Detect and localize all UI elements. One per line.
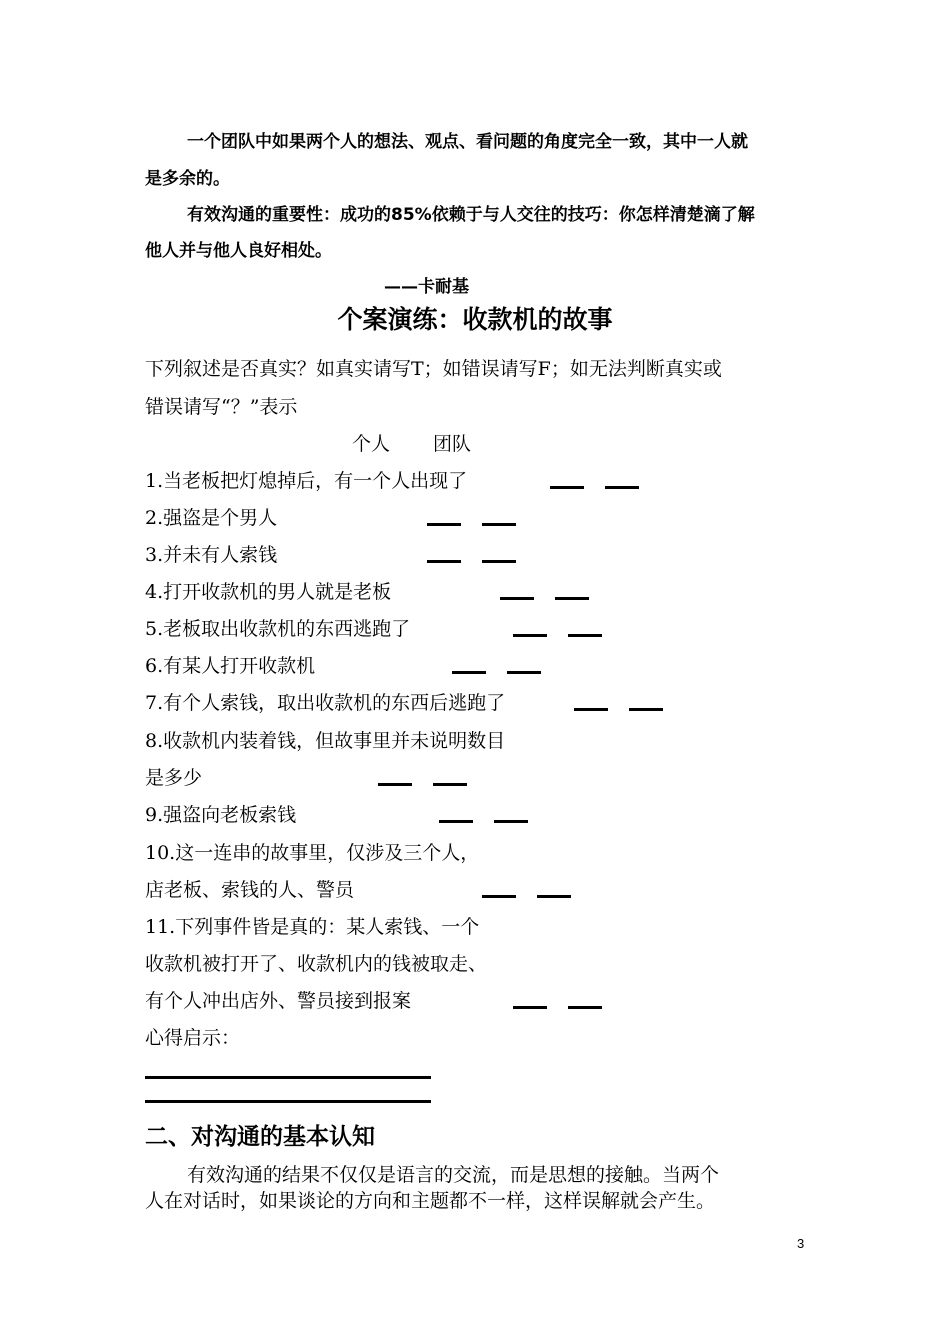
statement-7: 7.有个人索钱，取出收款机的东西后逃跑了 [145, 692, 506, 714]
statement-2: 2.强盗是个男人 [145, 507, 278, 529]
statement-11-continued-1: 收款机被打开了、收款机内的钱被取走、 [145, 953, 488, 975]
statement-11: 11.下列事件皆是真的：某人索钱、一个 [145, 916, 480, 938]
answer-blank-team-11[interactable] [568, 1006, 602, 1009]
section-paragraph-line-2: 人在对话时，如果谈论的方向和主题都不一样，这样误解就会产生。 [145, 1190, 716, 1212]
answer-blank-team-1[interactable] [605, 486, 639, 489]
quote-line-1: 一个团队中如果两个人的想法、观点、看问题的角度完全一致，其中一人就 [187, 132, 748, 152]
answer-blank-team-9[interactable] [494, 820, 528, 823]
answer-blank-individual-1[interactable] [550, 486, 584, 489]
statement-5: 5.老板取出收款机的东西逃跑了 [145, 618, 411, 640]
answer-blank-team-3[interactable] [482, 560, 516, 563]
reflection-answer-line-2[interactable] [145, 1100, 431, 1103]
answer-blank-individual-8[interactable] [378, 783, 412, 786]
case-title: 个案演练：收款机的故事 [337, 305, 613, 334]
answer-blank-team-8[interactable] [433, 783, 467, 786]
answer-blank-individual-2[interactable] [427, 523, 461, 526]
statement-3: 3.并未有人索钱 [145, 544, 278, 566]
answer-blank-individual-7[interactable] [574, 708, 608, 711]
answer-blank-team-10[interactable] [537, 895, 571, 898]
answer-blank-team-6[interactable] [507, 671, 541, 674]
answer-blank-individual-4[interactable] [500, 597, 534, 600]
answer-blank-individual-10[interactable] [482, 895, 516, 898]
quote-line-2: 是多余的。 [145, 169, 230, 189]
statement-10-continued: 店老板、索钱的人、警员 [145, 879, 355, 901]
answer-blank-team-2[interactable] [482, 523, 516, 526]
quote-line-4: 他人并与他人良好相处。 [145, 241, 332, 261]
statement-9: 9.强盗向老板索钱 [145, 804, 297, 826]
answer-blank-team-7[interactable] [629, 708, 663, 711]
instructions-line-2: 错误请写“？”表示 [145, 396, 298, 418]
column-header-individual: 个人 [352, 433, 391, 455]
quote-line-3: 有效沟通的重要性：成功的85%依赖于与人交往的技巧：你怎样清楚滴了解 [187, 205, 755, 225]
statement-11-continued-2: 有个人冲出店外、警员接到报案 [145, 990, 412, 1012]
statement-8-continued: 是多少 [145, 767, 203, 789]
answer-blank-team-5[interactable] [568, 634, 602, 637]
quote-attribution: ——卡耐基 [384, 277, 469, 297]
statement-1: 1.当老板把灯熄掉后，有一个人出现了 [145, 470, 468, 492]
answer-blank-individual-11[interactable] [513, 1006, 547, 1009]
reflection-answer-line-1[interactable] [145, 1076, 431, 1079]
statement-8: 8.收款机内装着钱，但故事里并未说明数目 [145, 730, 506, 752]
page-number: 3 [797, 1236, 805, 1251]
statement-4: 4.打开收款机的男人就是老板 [145, 581, 392, 603]
answer-blank-individual-3[interactable] [427, 560, 461, 563]
statement-10: 10.这一连串的故事里，仅涉及三个人， [145, 842, 480, 864]
answer-blank-team-4[interactable] [555, 597, 589, 600]
column-header-team: 团队 [433, 433, 472, 455]
answer-blank-individual-6[interactable] [452, 671, 486, 674]
section-paragraph-line-1: 有效沟通的结果不仅仅是语言的交流，而是思想的接触。当两个 [187, 1164, 720, 1186]
answer-blank-individual-5[interactable] [513, 634, 547, 637]
reflection-label: 心得启示： [145, 1027, 241, 1049]
answer-blank-individual-9[interactable] [439, 820, 473, 823]
instructions-line-1: 下列叙述是否真实？如真实请写T；如错误请写F；如无法判断真实或 [145, 358, 722, 380]
section-heading: 二、对沟通的基本认知 [145, 1124, 375, 1150]
statement-6: 6.有某人打开收款机 [145, 655, 316, 677]
